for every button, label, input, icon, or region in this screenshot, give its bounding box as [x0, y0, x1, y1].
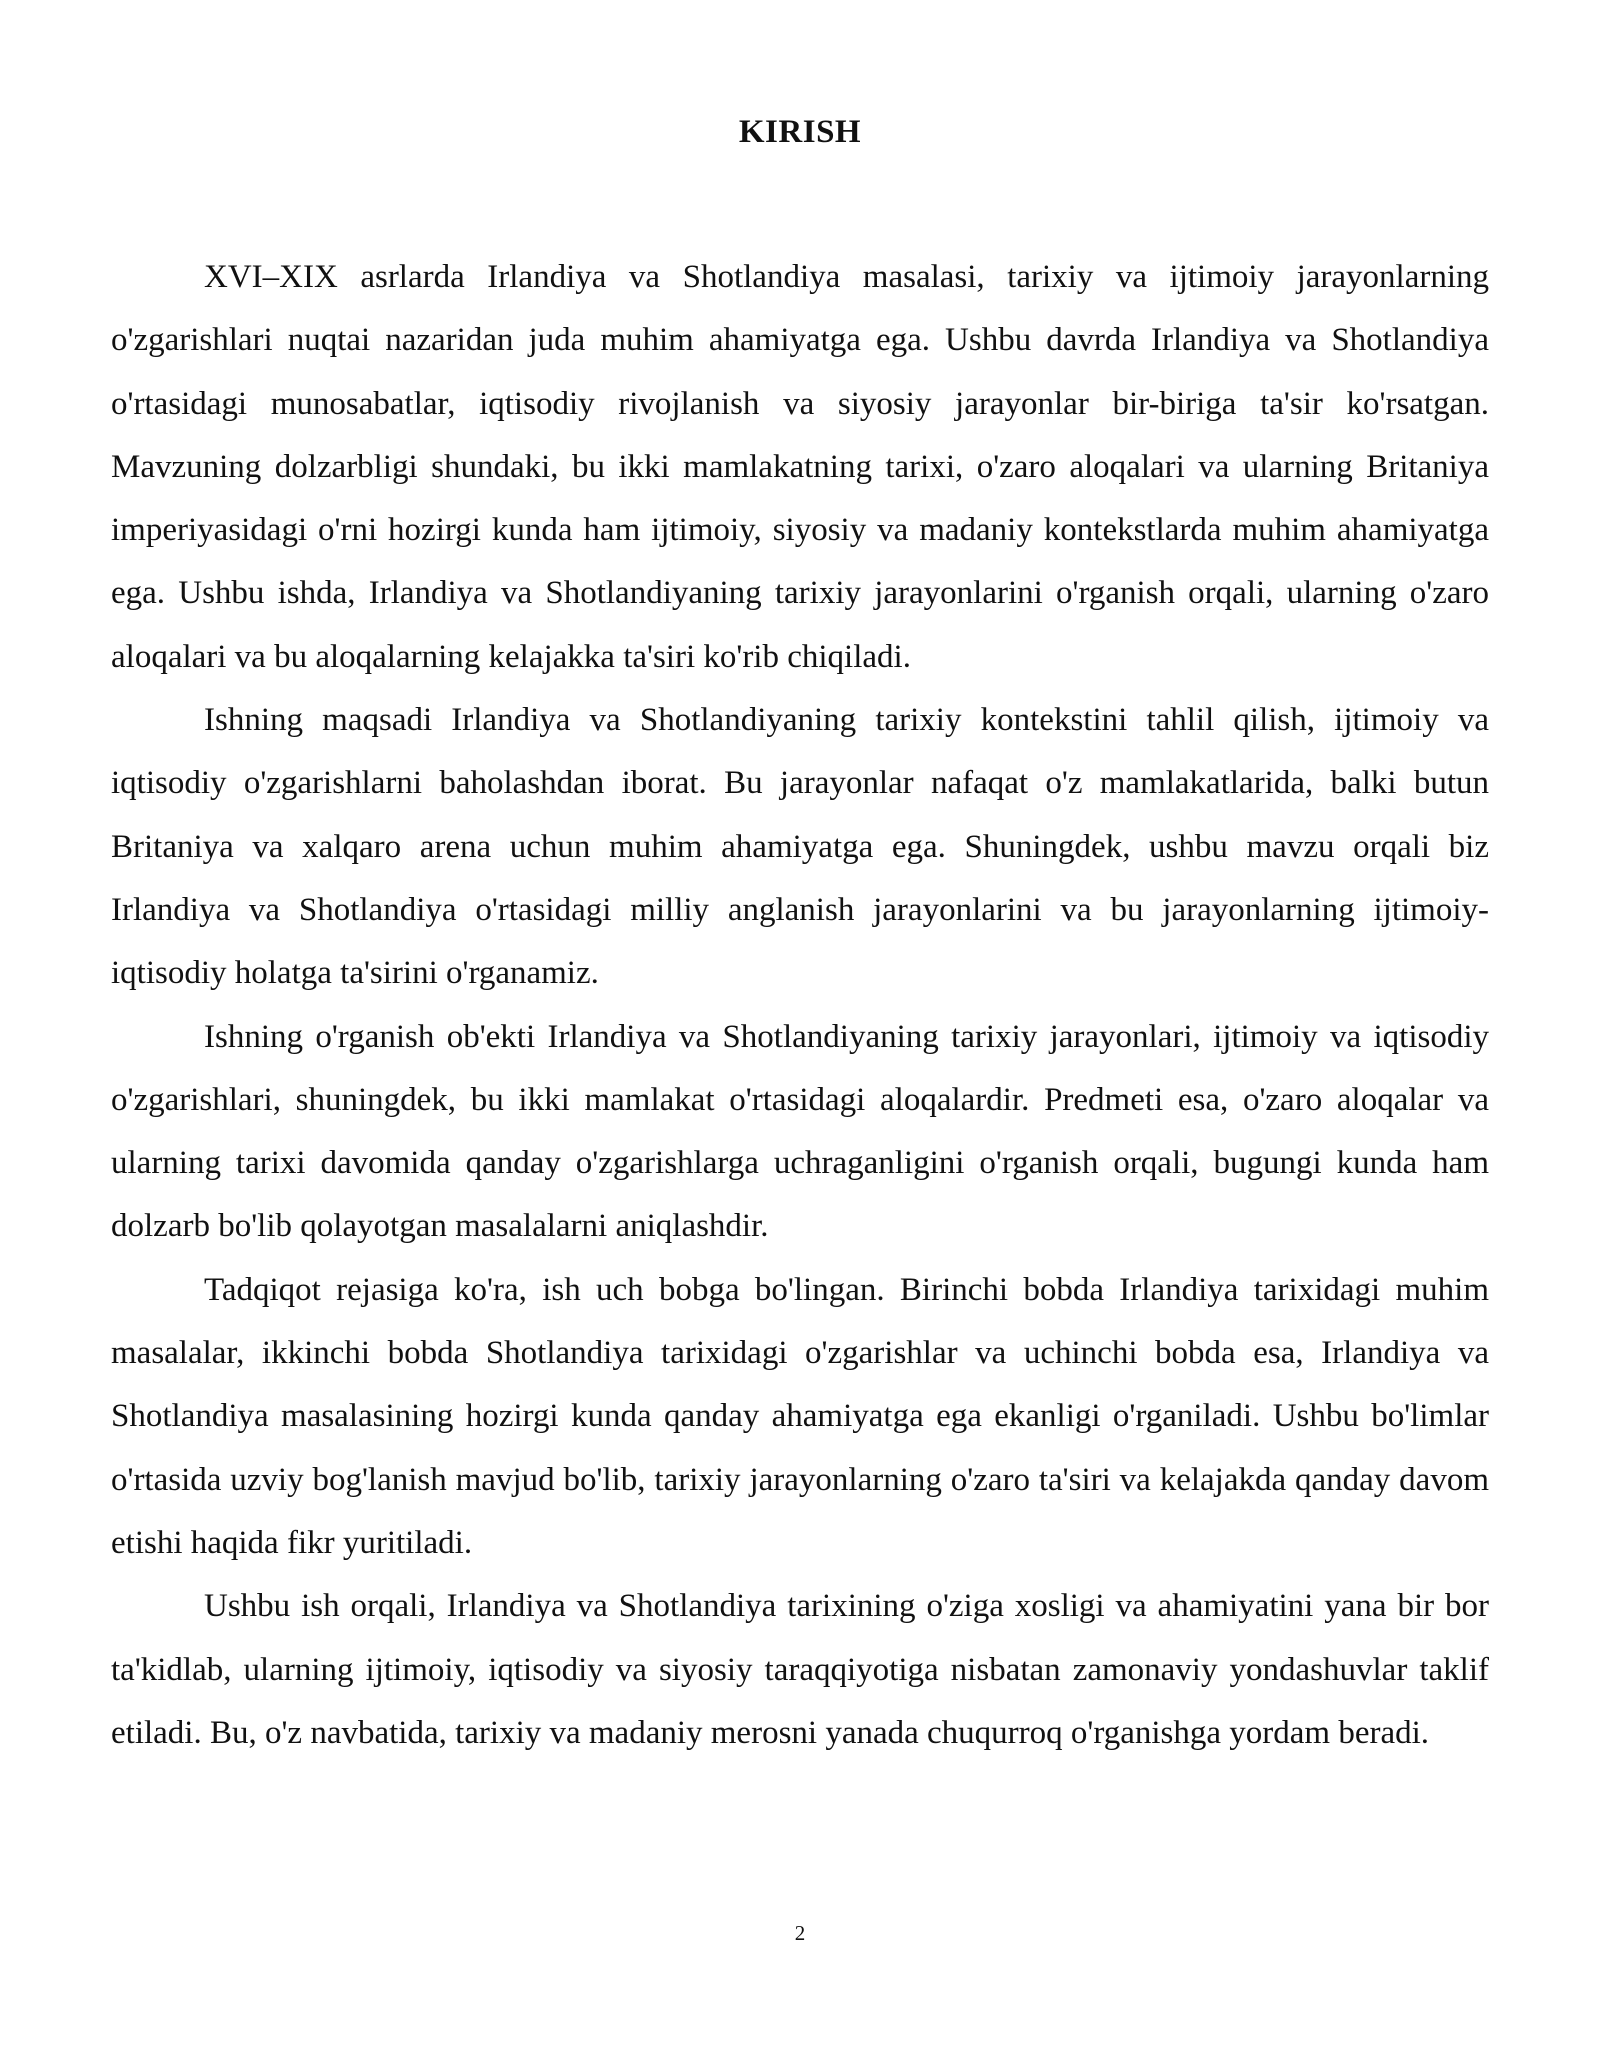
- page-title: KIRISH: [738, 114, 862, 150]
- paragraph-conclusion: Ushbu ish orqali, Irlandiya va Shotlandiya tarixining o'ziga xosligi va ahamiyatini yana bir bor ta'kidlab, ularning ijtimoiy, iqtisodiy va siyosiy taraqqiyotiga nisbatan zamonaviy yondashuvlar taklif etiladi. Bu, o'z navbatida, tarixiy va madaniy merosni yanada chuqurroq o'rganishga yordam beradi.: [111, 1588, 1489, 1751]
- paragraph-goal: Ishning maqsadi Irlandiya va Shotlandiyaning tarixiy kontekstini tahlil qilish, ijtimoiy va iqtisodiy o'zgarishlarni baholashdan iborat. Bu jarayonlar nafaqat o'z mamlakatlarida, balki butun Britaniya va xalqaro arena uchun muhim ahamiyatga ega. Shuningdek, ushbu mavzu orqali biz Irlandiya va Shotlandiya o'rtasidagi milliy anglanish jarayonlarini va bu jarayonlarning ijtimoiy-iqtisodiy holatga ta'sirini o'rganamiz.: [111, 702, 1489, 992]
- paragraph-structure: Tadqiqot rejasiga ko'ra, ish uch bobga bo'lingan. Birinchi bobda Irlandiya tarixidagi muhim masalalar, ikkinchi bobda Shotlandiya tarixidagi o'zgarishlar va uchinchi bobda esa, Irlandiya va Shotlandiya masalasining hozirgi kunda qanday ahamiyatga ega ekanligi o'rganiladi. Ushbu bo'limlar o'rtasida uzviy bog'lanish mavjud bo'lib, tarixiy jarayonlarning o'zaro ta'siri va kelajakda qanday davom etishi haqida fikr yuritiladi.: [111, 1271, 1489, 1561]
- document-page: [111, 0, 1489, 2070]
- document-body: [111, 246, 1489, 1765]
- page-number: 2: [794, 1921, 806, 1945]
- paragraph-object-subject: Ishning o'rganish ob'ekti Irlandiya va Shotlandiyaning tarixiy jarayonlari, ijtimoiy va iqtisodiy o'zgarishlari, shuningdek, bu ikki mamlakat o'rtasidagi aloqalardir. Predmeti esa, o'zaro aloqalar va ularning tarixi davomida qanday o'zgarishlarga uchraganligini o'rganish orqali, bugungi kunda ham dolzarb bo'lib qolayotgan masalalarni aniqlashdir.: [111, 1018, 1489, 1245]
- paragraph-relevance: XVI–XIX asrlarda Irlandiya va Shotlandiya masalasi, tarixiy va ijtimoiy jarayonlarning o'zgarishlari nuqtai nazaridan juda muhim ahamiyatga ega. Ushbu davrda Irlandiya va Shotlandiya o'rtasidagi munosabatlar, iqtisodiy rivojlanish va siyosiy jarayonlar bir-biriga ta'sir ko'rsatgan. Mavzuning dolzarbligi shundaki, bu ikki mamlakatning tarixi, o'zaro aloqalari va ularning Britaniya imperiyasidagi o'rni hozirgi kunda ham ijtimoiy, siyosiy va madaniy kontekstlarda muhim ahamiyatga ega. Ushbu ishda, Irlandiya va Shotlandiyaning tarixiy jarayonlarini o'rganish orqali, ularning o'zaro aloqalari va bu aloqalarning kelajakka ta'siri ko'rib chiqiladi.: [111, 259, 1489, 675]
